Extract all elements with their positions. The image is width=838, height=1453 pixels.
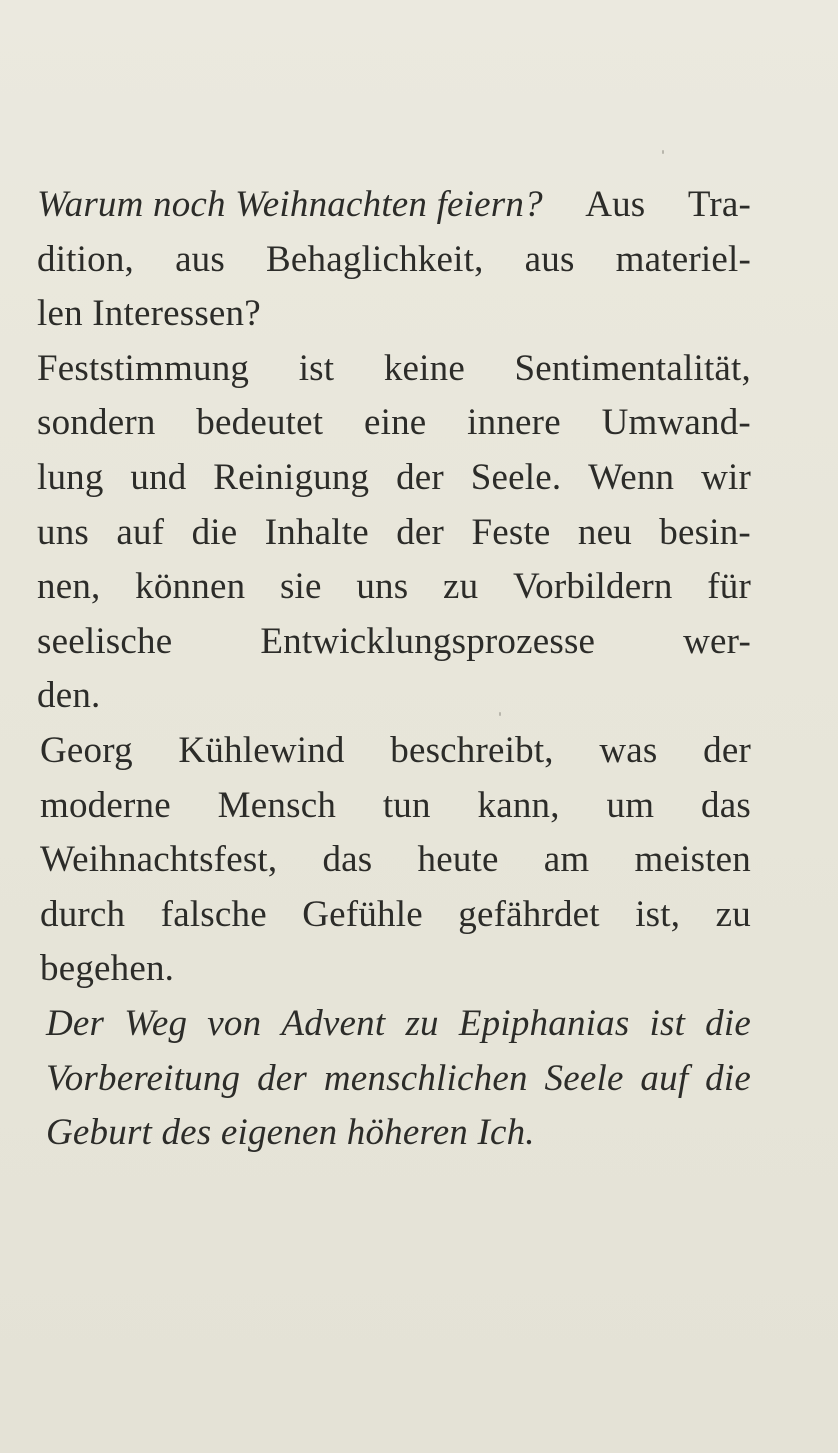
word: nen, (37, 566, 101, 608)
word: und (130, 456, 187, 498)
word: tun (382, 784, 431, 826)
word: eine (363, 402, 427, 444)
text-line (37, 506, 751, 561)
word: Geburt des eigenen höheren Ich. (46, 1112, 535, 1154)
word: die (191, 511, 238, 553)
word: das (701, 784, 751, 826)
word: wer- (683, 620, 751, 662)
word: Seele (544, 1057, 624, 1099)
word: auf (116, 511, 165, 553)
word: der (257, 1057, 308, 1099)
word: uns (37, 511, 89, 553)
word: sie (279, 566, 322, 608)
text-line (40, 888, 751, 943)
word: innere (467, 402, 561, 444)
word: zu (405, 1002, 439, 1044)
word: seelische (37, 620, 173, 662)
word: Advent (281, 1002, 386, 1044)
word: der (396, 456, 444, 498)
word: neu (577, 511, 632, 553)
text-line (37, 178, 751, 233)
word: können (135, 566, 246, 608)
word: dition, (37, 238, 134, 280)
word: Gefühle (302, 893, 423, 935)
text-line (40, 833, 751, 888)
word: Reinigung (213, 456, 370, 498)
word: den. (37, 675, 101, 717)
word: Mensch (217, 784, 337, 826)
text-line (37, 669, 751, 724)
word: menschlichen (323, 1057, 528, 1099)
word: lung (37, 456, 104, 498)
text-line (37, 615, 751, 670)
word: Inhalte (264, 511, 369, 553)
word: die (705, 1002, 751, 1044)
word: kann, (477, 784, 560, 826)
word: keine (383, 347, 465, 389)
word: bedeutet (196, 402, 324, 444)
text-line (37, 342, 751, 397)
paragraph-1 (37, 178, 751, 342)
text-line (37, 451, 751, 506)
text-line (37, 560, 751, 615)
paragraph-2 (37, 342, 751, 724)
word: aus (175, 238, 225, 280)
word: ist (298, 347, 335, 389)
word: begehen. (40, 948, 175, 990)
word: Umwand- (601, 402, 751, 444)
word: um (606, 784, 655, 826)
word: moderne (40, 784, 171, 826)
text-line (46, 1052, 751, 1107)
word: Seele. (470, 456, 562, 498)
word: Entwicklungsprozesse (260, 620, 596, 662)
word: wir (701, 456, 751, 498)
word: der (703, 729, 751, 771)
word: am (543, 839, 590, 881)
word: ist, (635, 893, 681, 935)
word: materiel- (615, 238, 751, 280)
word: auf (640, 1057, 689, 1099)
word: Vorbereitung (46, 1057, 241, 1099)
text-line (40, 779, 751, 834)
word: das (322, 839, 373, 881)
word: Kühlewind (178, 729, 345, 771)
word: gefährdet (458, 893, 600, 935)
word: falsche (160, 893, 267, 935)
word: Feste (471, 511, 551, 553)
word: zu (715, 893, 751, 935)
word: Aus (585, 184, 646, 225)
text-line (37, 287, 751, 342)
word: meisten (634, 839, 751, 881)
word: Sentimentalität, (514, 347, 751, 389)
word: die (705, 1057, 751, 1099)
word: aus (524, 238, 575, 280)
word: Weg (124, 1002, 188, 1044)
text-line (46, 1106, 751, 1161)
word: len Interessen? (37, 293, 261, 335)
word: besin- (659, 511, 751, 553)
word: Vorbildern (513, 566, 673, 608)
word: Behaglichkeit, (266, 238, 484, 280)
paper-speck (662, 150, 664, 154)
paragraph-4-italic (46, 997, 751, 1161)
word: Tra- (687, 184, 751, 225)
word: Wenn (588, 456, 675, 498)
text-line (40, 942, 751, 997)
text-line (37, 396, 751, 451)
word: sondern (37, 402, 156, 444)
word: Feststimmung (37, 347, 250, 389)
word: Epiphanias (458, 1002, 630, 1044)
word: uns (356, 566, 409, 608)
paper-speck (499, 712, 501, 716)
word: ist (649, 1002, 686, 1044)
word: Georg (40, 729, 133, 771)
word: von (207, 1002, 262, 1044)
paragraph-3 (40, 724, 751, 997)
text-line (46, 997, 751, 1052)
text-line (37, 233, 751, 288)
word: der (396, 511, 445, 553)
word: Der (46, 1002, 105, 1044)
word: was (599, 729, 658, 771)
word: durch (40, 893, 126, 935)
text-line (40, 724, 751, 779)
word: heute (417, 839, 499, 881)
word: beschreibt, (390, 729, 554, 771)
blurb-text (37, 178, 751, 1161)
word: zu (443, 566, 479, 608)
italic-question: Warum noch Weihnachten feiern? (37, 184, 543, 225)
word: für (707, 566, 751, 608)
word: Weihnachtsfest, (40, 839, 278, 881)
